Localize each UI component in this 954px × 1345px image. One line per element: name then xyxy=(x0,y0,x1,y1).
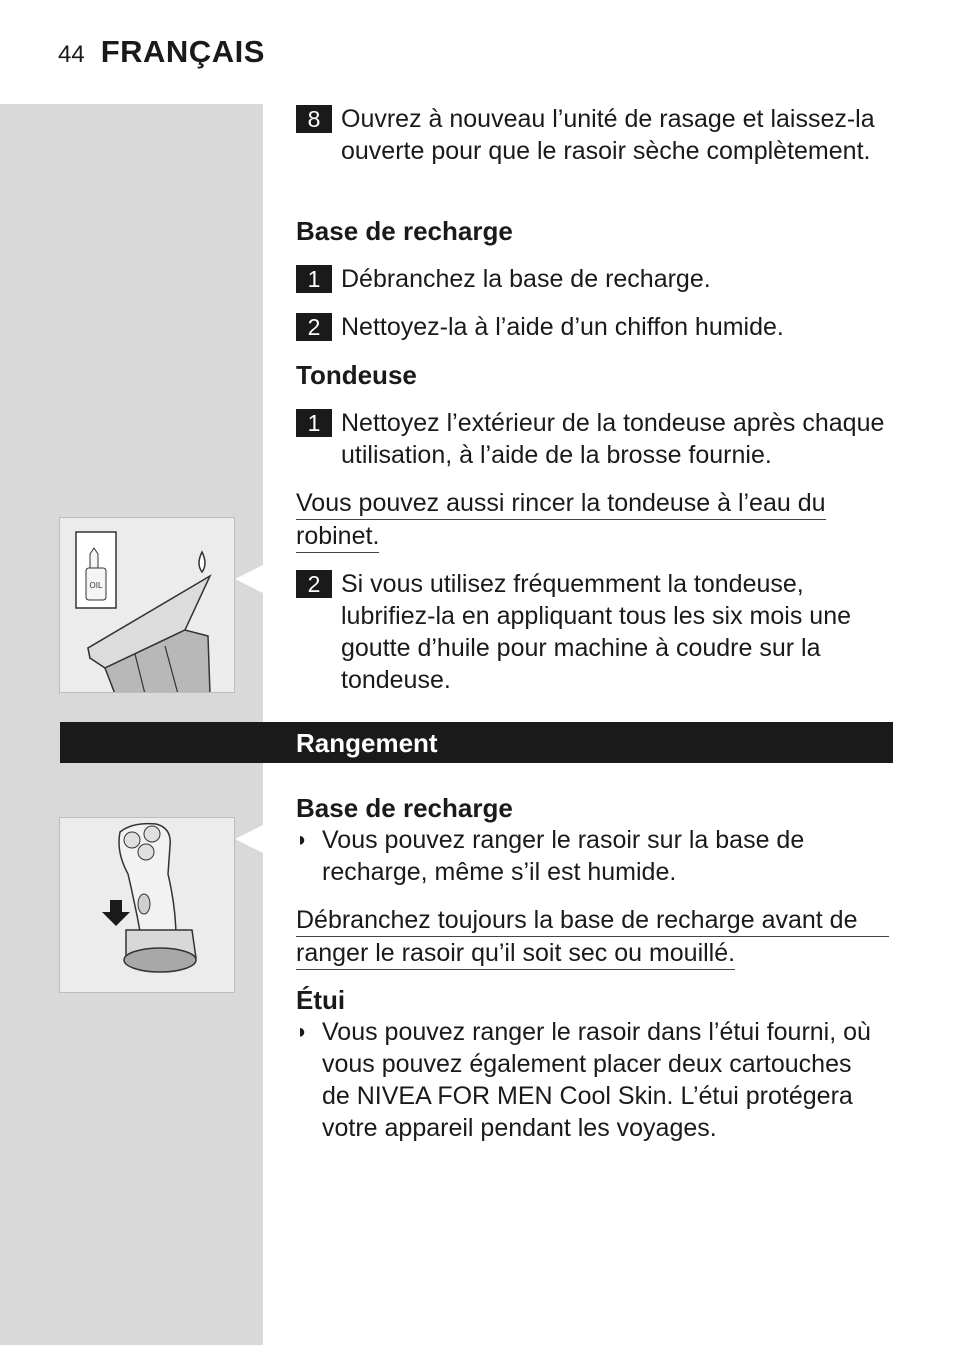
step-number-badge: 1 xyxy=(296,265,332,293)
page-language-title: FRANÇAIS xyxy=(100,34,265,69)
heading-trimmer: Tondeuse xyxy=(296,360,417,390)
bullet-text: Vous pouvez ranger le rasoir sur la base de recharge, même s’il est humide. xyxy=(322,826,805,886)
note-line-1: Vous pouvez aussi rincer la tondeuse à l’eau du xyxy=(296,487,826,520)
storage-unplug-note xyxy=(296,904,889,970)
step-text: Si vous utilisez fréquemment la tondeuse, lubrifiez-la en appliquant tous les six mois une goutte d’huile pour machine à coudre sur la tondeuse. xyxy=(341,570,851,694)
heading-pouch: Étui xyxy=(296,985,346,1015)
step-text: Ouvrez à nouveau l’unité de rasage et laissez-la ouverte pour que le rasoir sèche complètement. xyxy=(341,105,875,165)
bullet-text: Vous pouvez ranger le rasoir dans l’étui fourni, où vous pouvez également placer deux cartouches de NIVEA FOR MEN Cool Skin. L’étui protégera votre appareil pendant les voyages. xyxy=(322,1018,871,1142)
step-number-badge: 8 xyxy=(296,105,332,133)
step-number-badge: 1 xyxy=(296,409,332,437)
oil-label: OIL xyxy=(89,581,103,590)
pouch-bullet xyxy=(296,1016,876,1144)
heading-storage-base: Base de recharge xyxy=(296,793,513,823)
trimmer-oil-illustration xyxy=(59,517,235,693)
trimmer-step-2 xyxy=(296,568,896,696)
down-arrow-icon xyxy=(102,900,130,926)
step-number-badge: 2 xyxy=(296,313,332,341)
step-number-badge: 2 xyxy=(296,570,332,598)
page-header xyxy=(58,34,265,70)
shaver-on-base-illustration xyxy=(59,817,235,993)
step-8 xyxy=(296,103,896,167)
storage-base-bullet xyxy=(296,824,896,888)
base-step-2 xyxy=(296,311,896,343)
heading-charging-base: Base de recharge xyxy=(296,216,513,246)
step-text: Débranchez la base de recharge. xyxy=(341,265,711,293)
note-line-2: robinet. xyxy=(296,520,379,553)
trimmer-rinse-note xyxy=(296,487,826,553)
section-banner-storage xyxy=(60,722,893,763)
base-step-1 xyxy=(296,263,896,295)
step-text: Nettoyez-la à l’aide d’un chiffon humide. xyxy=(341,313,784,341)
figure-pointer xyxy=(235,825,263,853)
note-line-1: Débranchez toujours la base de recharge avant de xyxy=(296,904,889,937)
trimmer-step-1 xyxy=(296,407,896,471)
bullet-icon: ◗ xyxy=(296,1021,309,1043)
page-number: 44 xyxy=(58,41,85,68)
step-text: Nettoyez l’extérieur de la tondeuse après chaque utilisation, à l’aide de la brosse fournie. xyxy=(341,409,885,469)
shaver-base-drawing xyxy=(60,818,234,992)
banner-title: Rangement xyxy=(296,728,438,758)
bullet-icon: ◗ xyxy=(296,829,309,851)
trimmer-oil-drawing xyxy=(60,518,234,692)
figure-pointer xyxy=(235,565,263,593)
note-line-2: ranger le rasoir qu’il soit sec ou mouillé. xyxy=(296,937,735,970)
